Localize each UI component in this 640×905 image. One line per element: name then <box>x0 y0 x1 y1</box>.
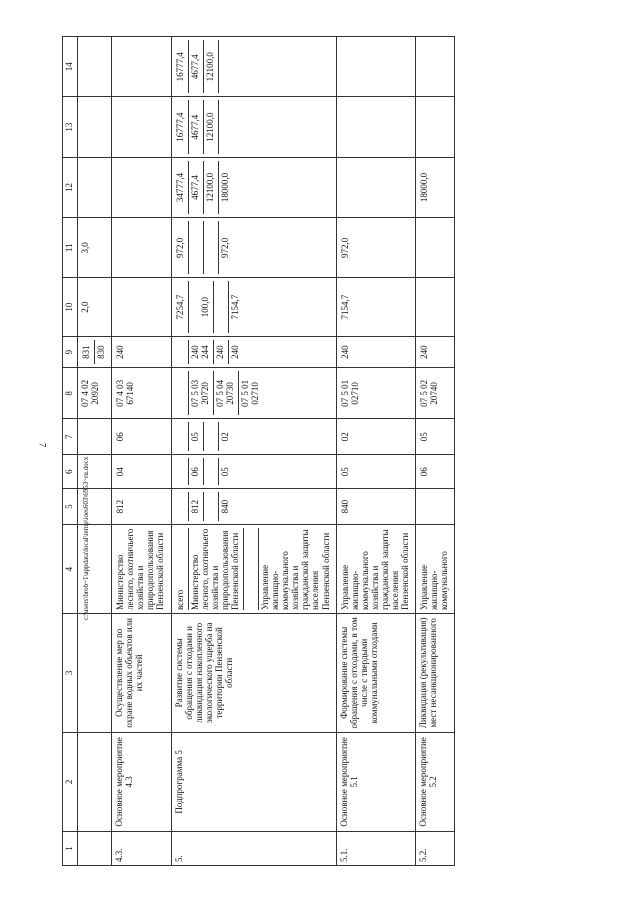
value-v13 <box>339 100 353 153</box>
value-v12 <box>339 161 353 214</box>
row-v12 <box>112 157 171 217</box>
code-cell-empty <box>78 489 112 525</box>
code-cell-14 <box>78 37 112 97</box>
value-v10 <box>114 281 128 332</box>
row-pr <box>336 419 416 455</box>
value-grbs: 812 <box>115 499 126 514</box>
value-v14: 4677,4 <box>189 40 204 93</box>
row-v13 <box>416 97 455 157</box>
executor-line: Управление жилищно-коммунального хозяйства и гражданской защиты населения Пензенской области <box>260 529 331 611</box>
table-row <box>416 37 455 866</box>
value-v13 <box>418 100 432 153</box>
value-v10 <box>418 281 432 332</box>
row-name: Основное мероприятие 4.3 <box>112 732 171 832</box>
code-cell-vr <box>78 336 112 368</box>
value-vr: 240 244 <box>189 340 214 365</box>
row-v14 <box>112 37 171 97</box>
row-number: 5. <box>171 832 336 866</box>
column-header-11: 11 <box>63 218 78 278</box>
value-v12 <box>114 161 128 214</box>
value-csr: 07 5 04 20730 <box>214 371 239 415</box>
value-rz: 04 <box>115 467 126 477</box>
executor-line: Министерство лесного, охотничьего хозяйства и природопользования Пензенской области <box>189 528 244 610</box>
code-cell-13 <box>78 97 112 157</box>
footer-path: c:\users\brob~1\appdata\local\temp\ioes603\6953~ru.docx <box>82 456 90 620</box>
row-v12 <box>416 157 455 217</box>
value-rz: 05 <box>219 467 230 477</box>
header-row <box>63 37 78 866</box>
code-cell-csr: 07 4 02 20920 <box>78 368 112 419</box>
value-v10: 7154,7 <box>229 294 240 320</box>
rotated-table-container <box>62 36 607 866</box>
value-pr: 02 <box>339 432 350 442</box>
row-csr <box>416 368 455 419</box>
value-csr <box>174 371 189 415</box>
value-v12: 12100,0 <box>204 161 219 214</box>
value-v10 <box>214 281 229 332</box>
table-row <box>112 37 171 866</box>
row-rz <box>336 455 416 489</box>
row-executors <box>416 525 455 614</box>
value-v13 <box>219 100 233 153</box>
value-rz <box>204 458 219 485</box>
value-v14: 12100,0 <box>204 40 219 93</box>
row-vr <box>171 336 336 368</box>
value-v12: 18000,0 <box>219 172 230 203</box>
column-header-4: 4 <box>63 525 78 614</box>
value-grbs: 812 <box>189 492 204 521</box>
code-cell-empty <box>78 419 112 455</box>
row-description: Развитие системы обращения с отходами и ликвидация накопленного экологического ущерба на территории Пензенской области <box>171 614 336 733</box>
value-v11 <box>418 221 432 274</box>
code-vr-a: 831 <box>80 340 95 365</box>
row-v11 <box>171 218 336 278</box>
value-csr: 07 5 01 02710 <box>339 379 360 407</box>
column-header-13: 13 <box>63 97 78 157</box>
value-v14 <box>219 40 233 93</box>
column-header-6: 6 <box>63 455 78 489</box>
row-v13 <box>336 97 416 157</box>
column-header-2: 2 <box>63 732 78 832</box>
row-description: Формирование системы обращения с отходами, в том числе с твердыми коммунальными отходами <box>336 614 416 733</box>
value-pr <box>204 422 219 451</box>
value-vr <box>174 340 189 365</box>
value-v14 <box>339 40 353 93</box>
row-rz <box>112 455 171 489</box>
row-executors <box>336 525 416 614</box>
value-v12: 34777,4 <box>174 161 189 214</box>
code-row <box>78 37 112 866</box>
executor-line: всего <box>174 528 189 610</box>
column-header-9: 9 <box>63 336 78 368</box>
row-v13 <box>112 97 171 157</box>
row-number: 4.3. <box>112 832 171 866</box>
row-v13 <box>171 97 336 157</box>
value-rz: 05 <box>339 467 350 477</box>
code-cell-empty <box>78 525 112 614</box>
row-v12 <box>171 157 336 217</box>
value-csr: 07 5 01 02710 <box>239 379 261 407</box>
row-pr <box>112 419 171 455</box>
value-v11 <box>114 221 128 274</box>
value-rz: 06 <box>419 467 430 477</box>
value-grbs <box>204 492 219 521</box>
row-pr <box>416 419 455 455</box>
value-pr <box>174 422 189 451</box>
row-grbs <box>112 489 171 525</box>
value-csr: 07 5 02 20740 <box>419 379 440 407</box>
value-v13: 4677,4 <box>189 100 204 153</box>
row-csr <box>112 368 171 419</box>
code-cell-12 <box>78 157 112 217</box>
value-v12: 18000,0 <box>419 172 430 203</box>
value-v10: 7254,7 <box>174 281 189 332</box>
value-grbs: 840 <box>219 499 230 514</box>
column-header-7: 7 <box>63 419 78 455</box>
row-v11 <box>336 218 416 278</box>
value-vr: 240 <box>339 345 350 359</box>
value-pr: 05 <box>189 422 204 451</box>
value-grbs <box>418 492 432 521</box>
value-csr: 07 4 03 67140 <box>115 379 136 407</box>
value-v14: 16777,4 <box>174 40 189 93</box>
executor-line: Управление жилищно-коммунального хозяйства и гражданской защиты населения Пензенской области <box>339 529 411 611</box>
value-grbs <box>174 492 189 521</box>
row-grbs <box>416 489 455 525</box>
value-rz <box>174 458 189 485</box>
row-v10 <box>171 278 336 336</box>
row-v11 <box>416 218 455 278</box>
code-cell-empty <box>78 832 112 866</box>
value-v14 <box>418 40 432 93</box>
row-v14 <box>171 37 336 97</box>
table-row <box>171 37 336 866</box>
value-v10: 100,0 <box>189 281 214 332</box>
value-v11 <box>204 221 219 274</box>
row-csr <box>336 368 416 419</box>
value-pr: 05 <box>419 432 430 442</box>
executor-line <box>244 528 259 610</box>
row-vr <box>336 336 416 368</box>
row-description: Осуществление мер по охране водных объектов или их частей <box>112 614 171 733</box>
value-v13 <box>114 100 128 153</box>
value-v11 <box>189 221 204 274</box>
row-rz <box>171 455 336 489</box>
row-v10 <box>336 278 416 336</box>
value-csr: 07 5 03 20720 <box>189 371 214 415</box>
table-row <box>336 37 416 866</box>
value-v13: 12100,0 <box>204 100 219 153</box>
code-cell-empty <box>78 732 112 832</box>
row-v10 <box>112 278 171 336</box>
value-vr: 240 <box>229 345 240 359</box>
row-name: Основное мероприятие 5.2 <box>416 732 455 832</box>
value-v14 <box>114 40 128 93</box>
value-vr: 240 <box>115 345 126 359</box>
row-csr <box>171 368 336 419</box>
value-rz: 06 <box>189 458 204 485</box>
row-vr <box>112 336 171 368</box>
value-v13: 16777,4 <box>174 100 189 153</box>
row-executors <box>171 525 336 614</box>
row-number: 5.2. <box>416 832 455 866</box>
value-v10: 7154,7 <box>339 294 350 320</box>
value-v11: 972,0 <box>219 237 230 258</box>
row-grbs <box>171 489 336 525</box>
row-v14 <box>416 37 455 97</box>
row-description: Ликвидация (рекультивация) мест несанкционированного <box>416 614 455 733</box>
row-v14 <box>336 37 416 97</box>
executor-line: Министерство лесного, охотничьего хозяйства и природопользования Пензенской области <box>115 528 166 611</box>
value-v12: 4677,4 <box>189 161 204 214</box>
value-pr: 06 <box>115 432 126 442</box>
column-header-14: 14 <box>63 37 78 97</box>
row-v11 <box>112 218 171 278</box>
code-cell-10: 2,0 <box>78 278 112 336</box>
row-pr <box>171 419 336 455</box>
column-header-8: 8 <box>63 368 78 419</box>
code-cell-empty <box>78 455 112 489</box>
column-header-1: 1 <box>63 832 78 866</box>
column-header-10: 10 <box>63 278 78 336</box>
row-executors <box>112 525 171 614</box>
value-vr: 240 <box>419 345 430 359</box>
row-grbs <box>336 489 416 525</box>
value-vr: 240 <box>214 340 229 365</box>
row-v12 <box>336 157 416 217</box>
row-name: Подпрограмма 5 <box>171 732 336 832</box>
executor-line: Управление жилищно-коммунального <box>419 551 450 611</box>
row-number: 5.1. <box>336 832 416 866</box>
row-rz <box>416 455 455 489</box>
column-header-12: 12 <box>63 157 78 217</box>
column-header-3: 3 <box>63 614 78 733</box>
value-pr: 02 <box>219 432 230 442</box>
value-grbs: 840 <box>339 499 350 514</box>
code-vr-b: 830 <box>96 345 107 359</box>
page-number: 7 <box>37 442 48 448</box>
row-name: Основное мероприятие 5.1 <box>336 732 416 832</box>
code-cell-empty <box>78 614 112 733</box>
row-v10 <box>416 278 455 336</box>
code-cell-11: 3,0 <box>78 218 112 278</box>
value-v11: 972,0 <box>174 221 189 274</box>
value-v11: 972,0 <box>339 237 350 258</box>
program-table <box>62 36 455 866</box>
row-vr <box>416 336 455 368</box>
column-header-5: 5 <box>63 489 78 525</box>
